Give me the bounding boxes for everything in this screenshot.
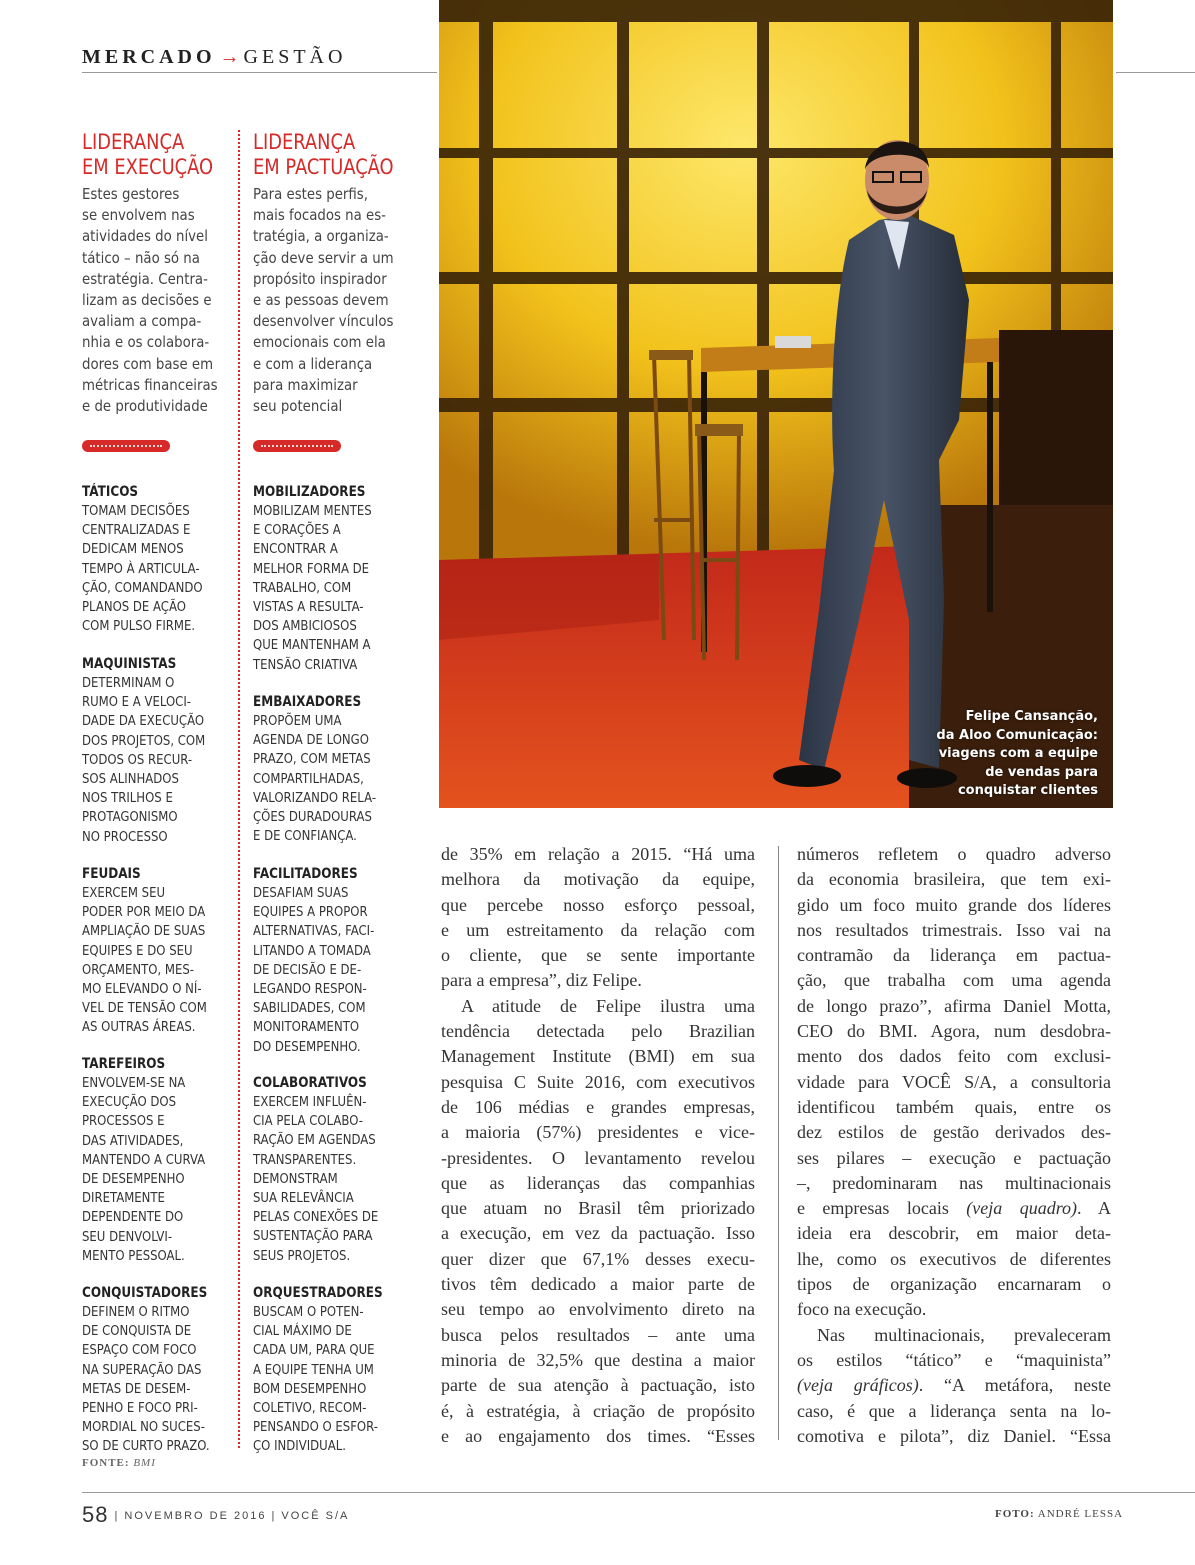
entry-text-line: DIRETAMENTE	[82, 1190, 165, 1207]
article-text-line: que atuam no Brasil têm priorizado	[441, 1198, 755, 1219]
article-text-line: tipos de organização encarnaram o	[797, 1274, 1111, 1295]
portrait-photo	[439, 0, 1113, 808]
entry-text-line: DE DESEMPENHO	[82, 1171, 185, 1188]
leadership-style-entry	[253, 1284, 404, 1457]
article-text-line: pesquisa C Suite 2016, com executivos	[441, 1071, 755, 1092]
entry-text-line: NA SUPERAÇÃO DAS	[82, 1361, 202, 1378]
column-divider	[238, 130, 240, 1448]
caption-line: viagens com a equipe	[938, 746, 1098, 762]
page-number: 58	[82, 1502, 109, 1527]
entry-text-line: RAÇÃO EM AGENDAS	[253, 1132, 376, 1149]
column-intro-line: avaliam a compa-	[82, 312, 202, 331]
entry-title: TAREFEIROS	[82, 1056, 166, 1072]
article-text-line: melhora da motivação da equipe,	[441, 869, 755, 890]
entry-text-line: DE DECISÃO E DE-	[253, 961, 362, 978]
entry-text-line: DESAFIAM SUAS	[253, 885, 349, 901]
column-intro-line: emocionais com ela	[253, 333, 386, 352]
column-title	[82, 130, 233, 180]
column-intro-line: tático – não só na	[82, 248, 200, 267]
entry-text-line: EQUIPES E DO SEU	[82, 942, 193, 959]
entry-text-line: NO PROCESSO	[82, 828, 168, 845]
entry-text-line: DEFINEM O RITMO	[82, 1304, 190, 1320]
entry-title: EMBAIXADORES	[253, 694, 362, 710]
entry-text-line: COLETIVO, RECOM-	[253, 1400, 367, 1417]
article-text-line: identificou também quais, entre os	[797, 1096, 1111, 1117]
article-text-line: é, à estratégia, à criação de propósito	[441, 1400, 755, 1421]
article-text-line: que percebe nosso esforço pessoal,	[441, 894, 755, 915]
article-text-line: quer dizer que 67,1% desses execu-	[441, 1248, 755, 1269]
article-text-line: e empresas locais (veja quadro). A	[797, 1198, 1111, 1219]
column-title	[253, 130, 404, 180]
column-intro-line: Para estes perfis,	[253, 185, 368, 203]
section-name: MERCADO	[82, 46, 216, 68]
entry-text-line: SO DE CURTO PRAZO.	[82, 1438, 210, 1455]
folio	[82, 1502, 349, 1528]
entry-text-line: TOMAM DECISÕES	[82, 503, 190, 519]
footer-rule	[82, 1492, 1195, 1493]
entry-text-line: VALORIZANDO RELA-	[253, 789, 377, 806]
entry-text-line: DEDICAM MENOS	[82, 541, 184, 558]
article-text-line: foco na execução.	[797, 1299, 927, 1320]
entry-text-line: DAS ATIVIDADES,	[82, 1132, 184, 1149]
entry-text-line: PODER POR MEIO DA	[82, 904, 206, 921]
article-text-line: parte de sua atenção à pactuação, isto	[441, 1375, 755, 1396]
article-text-line: da economia brasileira, que tem exi-	[797, 869, 1111, 890]
entry-text-line: VEL DE TENSÃO COM	[82, 1000, 207, 1017]
photo-credit-label: FOTO:	[995, 1508, 1035, 1520]
article-text-line: CEO do BMI. Agora, num desdobra-	[797, 1021, 1111, 1042]
entry-text-line: DOS PROJETOS, COM	[82, 732, 206, 749]
entry-text-line: SUA RELEVÂNCIA	[253, 1190, 354, 1207]
entry-text-line: PENSANDO O ESFOR-	[253, 1419, 379, 1436]
column-intro-line: tratégia, a organiza-	[253, 227, 389, 246]
entry-text-line: ORÇAMENTO, MES-	[82, 961, 195, 978]
entry-text-line: E DE CONFIANÇA.	[253, 828, 357, 845]
entry-text-line: MELHOR FORMA DE	[253, 560, 370, 577]
leadership-style-entry	[82, 655, 233, 847]
entry-text-line: VISTAS A RESULTA-	[253, 599, 364, 616]
article-text-line: caso, é que a liderança senta na lo-	[797, 1400, 1111, 1421]
article-text-line: de 35% em relação a 2015. “Há uma	[441, 844, 755, 864]
entry-title: COLABORATIVOS	[253, 1075, 367, 1091]
entry-text-line: ÇO INDIVIDUAL.	[253, 1438, 346, 1455]
leadership-style-entry	[82, 865, 233, 1038]
arrow-right-icon: →	[219, 46, 240, 68]
article-text-line: (veja gráficos). “A metáfora, neste	[797, 1375, 1112, 1396]
column-intro	[82, 184, 233, 417]
column-intro-line: propósito inspirador	[253, 269, 387, 288]
column-intro-line: para maximizar	[253, 375, 358, 394]
entry-text-line: ÇÕES DURADOURAS	[253, 809, 372, 826]
source-value: BMI	[133, 1457, 156, 1469]
article-text-line: Management Institute (BMI) em sua	[441, 1046, 755, 1067]
entry-text-line: ÇÃO, COMANDANDO	[82, 579, 203, 596]
entry-text-line: EQUIPES A PROPOR	[253, 904, 368, 921]
office-scene-illustration	[439, 0, 1113, 808]
column-intro-line: desenvolver vínculos	[253, 312, 394, 331]
entry-title: ORQUESTRADORES	[253, 1285, 383, 1301]
entry-text-line: MONITORAMENTO	[253, 1019, 360, 1036]
entry-text-line: DEMONSTRAM	[253, 1170, 338, 1187]
entry-text-line: COM PULSO FIRME.	[82, 618, 196, 635]
entry-text-line: LEGANDO RESPON-	[253, 981, 367, 998]
article-text-line: –, predominaram nas multinacionais	[797, 1172, 1111, 1193]
column-title-line: LIDERANÇA	[253, 130, 356, 154]
entry-text-line: PRAZO, COM METAS	[253, 751, 371, 768]
entry-text-line: ALTERNATIVAS, FACI-	[253, 923, 375, 940]
caption-line: Felipe Cansanção,	[965, 709, 1098, 724]
entry-text-line: AGENDA DE LONGO	[253, 732, 369, 749]
cross-reference: (veja gráficos)	[797, 1375, 919, 1396]
column-intro-line: e de produtividade	[82, 397, 208, 416]
entry-text-line: METAS DE DESEM-	[82, 1380, 191, 1397]
entry-text-line: E CORAÇÕES A	[253, 522, 341, 539]
entry-text-line: PENHO E FOCO PRI-	[82, 1400, 198, 1417]
column-title-line: LIDERANÇA	[82, 130, 185, 154]
entry-text-line: MENTO PESSOAL.	[82, 1247, 185, 1264]
article-text-line: seu tempo ao envolvimento direto na	[441, 1299, 755, 1320]
article-text-line: números refletem o quadro adverso	[797, 844, 1111, 864]
article-text-line: A atitude de Felipe ilustra uma	[461, 995, 755, 1016]
article-text-line: comotiva e pilota”, diz Daniel. “Essa	[797, 1425, 1111, 1446]
article-text-line: Nas multinacionais, prevaleceram	[817, 1324, 1111, 1345]
article-text-line: gido um foco muito grande dos líderes	[797, 894, 1111, 915]
column-intro-line: estratégia. Centra-	[82, 269, 208, 288]
article-text-line: de 106 médias e grandes empresas,	[441, 1096, 755, 1117]
entry-text-line: PELAS CONEXÕES DE	[253, 1209, 379, 1226]
entry-text-line: CADA UM, PARA QUE	[253, 1342, 375, 1359]
article-text-line: e um estreitamento da relação com	[441, 919, 755, 940]
entry-text-line: TODOS OS RECUR-	[82, 751, 193, 768]
entry-text-line: MANTENDO A CURVA	[82, 1151, 206, 1168]
issue-info: | NOVEMBRO DE 2016 | VOCÊ S/A	[114, 1510, 350, 1522]
column-intro-line: métricas financeiras	[82, 375, 218, 394]
entry-text-line: ENVOLVEM-SE NA	[82, 1075, 186, 1091]
leadership-style-entry	[253, 483, 404, 675]
entry-title: MAQUINISTAS	[82, 656, 177, 672]
header-rule	[1116, 72, 1195, 73]
entry-text-line: A EQUIPE TENHA UM	[253, 1361, 374, 1378]
leadership-style-entry	[253, 693, 404, 846]
article-column-2	[797, 842, 1111, 1449]
column-title-line: EM PACTUAÇÃO	[253, 155, 394, 179]
article-text-line: a execução, em vez da pactuação. Isso	[441, 1223, 755, 1244]
entry-text-line: LITANDO A TOMADA	[253, 942, 371, 959]
entry-text-line: TENSÃO CRIATIVA	[253, 656, 358, 673]
article-text-line: tendência detectada pelo Brazilian	[441, 1021, 755, 1042]
entry-text-line: ENCONTRAR A	[253, 541, 338, 558]
cross-reference: (veja quadro)	[966, 1198, 1078, 1219]
entry-text-line: AS OUTRAS ÁREAS.	[82, 1019, 196, 1036]
photo-caption	[880, 708, 1098, 801]
article-text-line: mento dos dados feito com exclusi-	[797, 1046, 1111, 1067]
entry-text-line: TEMPO À ARTICULA-	[82, 560, 200, 577]
caption-line: de vendas para	[985, 764, 1098, 780]
leadership-style-entry	[253, 865, 404, 1057]
column-intro-line: lizam as decisões e	[82, 291, 212, 310]
entry-text-line: SEUS PROJETOS.	[253, 1247, 351, 1264]
column-intro-line: se envolvem nas	[82, 206, 195, 225]
entry-text-line: DOS AMBICIOSOS	[253, 618, 357, 635]
entry-text-line: QUE MANTENHAM A	[253, 637, 371, 654]
entry-title: FACILITADORES	[253, 866, 358, 882]
leadership-style-entry	[82, 483, 233, 636]
entry-text-line: SABILIDADES, COM	[253, 1000, 366, 1017]
entry-text-line: DADE DA EXECUÇÃO	[82, 713, 205, 730]
column-intro-line: e as pessoas devem	[253, 291, 389, 310]
entry-text-line: BUSCAM O POTEN-	[253, 1304, 364, 1320]
article-column-1	[441, 842, 755, 1449]
entry-text-line: MOBILIZAM MENTES	[253, 503, 372, 519]
entry-text-line: PROTAGONISMO	[82, 809, 178, 826]
entry-text-line: MORDIAL NO SUCES-	[82, 1419, 205, 1436]
entry-text-line: NOS TRILHOS E	[82, 790, 173, 807]
article-text-line: ção, que trabalha com uma agenda	[797, 970, 1111, 991]
entry-text-line: TRABALHO, COM	[253, 579, 352, 596]
column-intro-line: nhia e os colabora-	[82, 333, 210, 352]
leadership-style-entry	[82, 1055, 233, 1266]
entry-text-line: CIAL MÁXIMO DE	[253, 1323, 352, 1340]
entry-text-line: DETERMINAM O	[82, 675, 175, 691]
column-intro-line: mais focados na es-	[253, 206, 387, 225]
column-intro-line: ção deve servir a um	[253, 248, 394, 267]
article-text-line: a maioria (57%) presidentes e vice-	[441, 1122, 755, 1143]
article-text-line: busca pelos resultados – ante uma	[441, 1324, 755, 1345]
leadership-style-entry	[253, 1074, 404, 1266]
article-text-line: nos resultados trimestrais. Isso vai na	[797, 919, 1111, 940]
entry-title: CONQUISTADORES	[82, 1285, 208, 1301]
article-text-line: -presidentes. O levantamento revelou	[441, 1147, 755, 1168]
header-rule	[82, 72, 437, 73]
entry-text-line: DEPENDENTE DO	[82, 1209, 184, 1226]
article-text-line: minoria de 32,5% que destina a maior	[441, 1349, 755, 1370]
entry-text-line: RUMO E A VELOCI-	[82, 694, 192, 711]
leadership-style-entry	[82, 1284, 233, 1457]
column-intro-line: seu potencial	[253, 397, 343, 416]
entry-text-line: PROCESSOS E	[82, 1113, 165, 1130]
source-label: FONTE:	[82, 1457, 130, 1469]
article-text-line: o cliente, que se sente importante	[441, 945, 755, 966]
entry-text-line: BOM DESEMPENHO	[253, 1380, 367, 1397]
divider-pill	[253, 440, 341, 452]
article-text-line: lhe, como os executivos de diferentes	[797, 1248, 1111, 1269]
entry-text-line: COMPARTILHADAS,	[253, 770, 364, 787]
article-text-line: para a empresa”, diz Felipe.	[441, 970, 642, 991]
entry-text-line: AMPLIAÇÃO DE SUAS	[82, 923, 206, 940]
subsection-name: GESTÃO	[243, 46, 347, 68]
column-intro-line: e com a liderança	[253, 354, 373, 373]
entry-text-line: EXECUÇÃO DOS	[82, 1094, 177, 1111]
entry-title: FEUDAIS	[82, 866, 141, 882]
entry-text-line: CENTRALIZADAS E	[82, 522, 191, 539]
entry-text-line: TRANSPARENTES.	[253, 1151, 357, 1168]
photo-credit-name: ANDRÉ LESSA	[1037, 1508, 1124, 1520]
caption-line: conquistar clientes	[957, 783, 1098, 799]
article-text-line: ses pilares – execução e pactuação	[797, 1147, 1111, 1168]
entry-text-line: PROPÕEM UMA	[253, 713, 342, 729]
article-text-line: contramão da liderança em pactua-	[797, 945, 1111, 966]
entry-text-line: DE CONQUISTA DE	[82, 1323, 192, 1340]
article-text-line: que as lideranças das companhias	[441, 1172, 755, 1193]
article-text-line: os estilos “tático” e “maquinista”	[797, 1349, 1111, 1370]
article-text-line: vidade para VOCÊ S/A, a consultoria	[797, 1071, 1111, 1092]
entry-text-line: ESPAÇO COM FOCO	[82, 1342, 197, 1359]
article-text-line: e ao engajamento dos times. “Esses	[441, 1425, 755, 1446]
divider-pill	[82, 440, 170, 452]
article-text-line: de longo prazo”, afirma Daniel Motta,	[797, 995, 1111, 1016]
section-header	[82, 46, 346, 69]
entry-text-line: SEU DENVOLVI-	[82, 1228, 173, 1245]
photo-credit	[995, 1508, 1123, 1520]
caption-line: da Aloo Comunicação:	[936, 727, 1098, 743]
entry-text-line: SUSTENTAÇÃO PARA	[253, 1228, 373, 1245]
article-text-line: ideia era descobrir, em maior deta-	[797, 1223, 1111, 1244]
entry-title: MOBILIZADORES	[253, 484, 366, 500]
entry-text-line: EXERCEM INFLUÊN-	[253, 1094, 367, 1110]
column-intro	[253, 184, 404, 417]
column-intro-line: atividades do nível	[82, 227, 208, 246]
sidebar-column-execucao	[82, 130, 232, 1455]
article-text-line: dez estilos de gestão derivados des-	[797, 1122, 1111, 1143]
column-intro-line: Estes gestores	[82, 185, 180, 203]
column-title-line: EM EXECUÇÃO	[82, 155, 214, 179]
entry-text-line: SOS ALINHADOS	[82, 771, 179, 788]
column-intro-line: dores com base em	[82, 354, 214, 373]
entry-text-line: PLANOS DE AÇÃO	[82, 599, 186, 616]
entry-text-line: MO ELEVANDO O NÍ-	[82, 981, 202, 998]
entry-title: TÁTICOS	[82, 484, 139, 500]
sidebar-column-pactuacao	[253, 130, 403, 1455]
entry-text-line: CIA PELA COLABO-	[253, 1113, 363, 1130]
entry-text-line: EXERCEM SEU	[82, 885, 166, 901]
source-note	[82, 1457, 156, 1469]
article-text-line: tivos têm dedicado a maior parte de	[441, 1274, 755, 1295]
entry-text-line: DO DESEMPENHO.	[253, 1038, 361, 1055]
column-divider	[778, 846, 779, 1440]
